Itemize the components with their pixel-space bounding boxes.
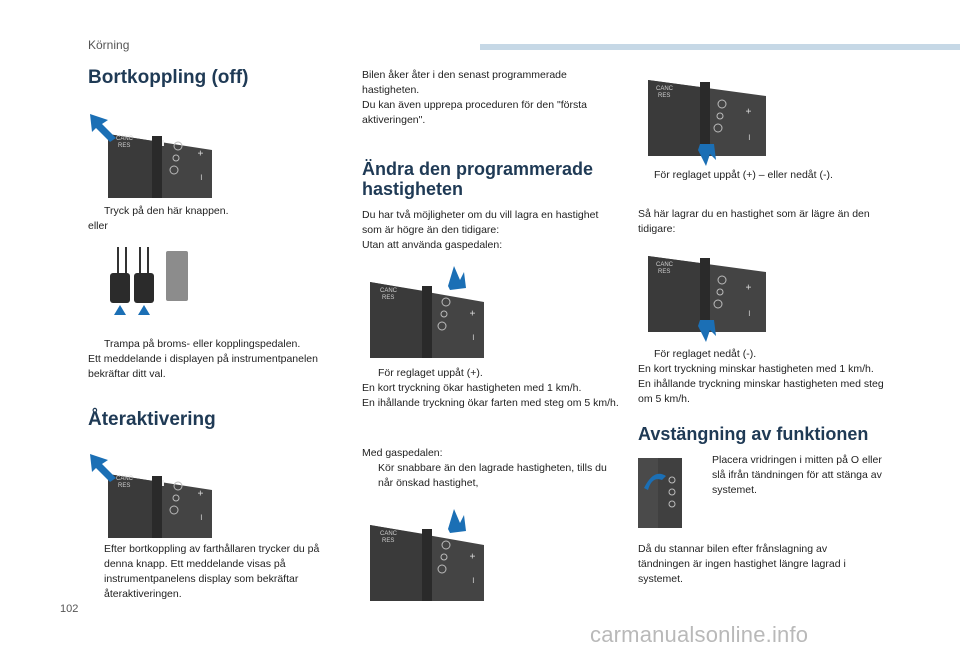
stalk-minus: – — [468, 577, 479, 583]
col1-bullet1: Tryck på den här knappen. eller — [88, 205, 229, 232]
stalk-ring-illustration — [638, 458, 684, 528]
brake-pedal — [134, 273, 154, 303]
bullet-icon — [362, 461, 378, 491]
stalk-canc-label: CANC — [380, 531, 398, 537]
arrow-press-icon — [90, 454, 116, 482]
stalk-res-label: RES — [118, 143, 131, 149]
arrow-down-icon — [698, 320, 716, 342]
col3-para1: Så här lagrar du en hastighet som är lägre än den tidigare: — [638, 208, 870, 235]
stalk-plus: + — [196, 150, 207, 156]
stalk-res-label: RES — [382, 295, 395, 301]
stalk-minus: – — [196, 514, 207, 520]
heading-bortkoppling: Bortkoppling (off) — [88, 67, 249, 88]
stalk-canc-label: CANC — [116, 476, 134, 482]
col3-para2: Då du stannar bilen efter frånslagning av tändningen är ingen hastighet längre lagrad i systemet. — [638, 543, 846, 585]
bullet-icon — [88, 337, 104, 352]
stalk-minus: – — [468, 334, 479, 340]
section-label: Körning — [88, 38, 130, 52]
arrow-down-icon — [698, 144, 716, 166]
stalk-plus: + — [744, 284, 755, 290]
bullet-icon — [638, 347, 654, 362]
bullet-icon — [88, 204, 104, 219]
col2-intro: Bilen åker åter i den senast programmerade hastigheten. Du kan även upprepa proceduren för den "första aktiveringen". — [362, 69, 587, 126]
stalk-minus: – — [196, 174, 207, 180]
stalk-res-label: RES — [118, 483, 131, 489]
stalk-canc-label: CANC — [656, 262, 674, 268]
stalk-down-illustration — [648, 246, 772, 342]
stalk-up-illustration — [370, 262, 498, 358]
arrow-press-icon — [90, 114, 116, 142]
clutch-pedal — [110, 273, 130, 303]
arrow-up-icon — [138, 305, 150, 329]
stalk-cancel-illustration — [90, 112, 220, 198]
pedals-illustration — [100, 245, 200, 329]
bullet-icon — [88, 542, 104, 602]
gas-pedal — [166, 251, 188, 301]
bullet-icon — [696, 453, 712, 498]
stalk-canc-label: CANC — [656, 86, 674, 92]
stalk-plus: + — [468, 310, 479, 316]
stalk-minus: – — [744, 310, 755, 316]
bullet-icon — [638, 168, 654, 183]
stalk-res-label: RES — [658, 269, 671, 275]
stalk-plus: + — [744, 108, 755, 114]
arrow-up-icon — [448, 509, 466, 533]
col3-bullet2: För reglaget nedåt (-). En kort tryckning minskar hastigheten med 1 km/h. En ihållande tryckning minskar hastigheten med steg om 5 km/h. — [638, 348, 884, 405]
arrow-up-icon — [114, 305, 126, 329]
bullet-icon — [362, 366, 378, 381]
heading-ateraktivering: Återaktivering — [88, 409, 216, 430]
col3-bullet1: För reglaget uppåt (+) – eller nedåt (-). — [638, 168, 908, 183]
watermark: carmanualsonline.info — [590, 622, 809, 647]
col2-para3: Med gaspedalen: Kör snabbare än den lagrade hastigheten, tills du når önskad hastighet, — [362, 447, 607, 489]
page-number: 102 — [60, 603, 79, 615]
stalk-up-down-illustration — [648, 70, 772, 166]
col1-bullet2: Trampa på broms- eller kopplingspedalen. Ett meddelande i displayen på instrumentpanelen bekräftar ditt val. — [88, 338, 318, 380]
col1-bullet3: Efter bortkoppling av farthållaren trycker du på denna knapp. Ett meddelande visas på instrumentpanelens display som bekräftar återaktiveringen. — [88, 542, 344, 602]
stalk-resume-illustration — [90, 452, 220, 538]
col2-para1: Du har två möjligheter om du vill lagra en hastighet som är högre än den tidigare: Utan att använda gaspedalen: — [362, 209, 599, 251]
stalk-plus: + — [196, 490, 207, 496]
stalk-minus: – — [744, 134, 755, 140]
col3-bullet3: Placera vridringen i mitten på O eller slå ifrån tändningen för att stänga av systemet. — [696, 453, 886, 498]
stalk-canc-label: CANC — [380, 288, 398, 294]
stalk-res-label: RES — [658, 93, 671, 99]
arrow-up-icon — [448, 266, 466, 290]
stalk-canc-label: CANC — [116, 136, 134, 142]
heading-avstangning: Avstängning av funktionen — [638, 424, 869, 444]
col2-bullet1: För reglaget uppåt (+). En kort tryckning ökar hastigheten med 1 km/h. En ihållande tryckning ökar farten med steg om 5 km/h. — [362, 367, 619, 409]
stalk-res-label: RES — [382, 538, 395, 544]
heading-andra-hastighet: Ändra den programmerade hastigheten — [362, 159, 594, 199]
stalk-accelerate-illustration — [370, 505, 498, 601]
stalk-plus: + — [468, 553, 479, 559]
header-bar — [480, 44, 960, 50]
